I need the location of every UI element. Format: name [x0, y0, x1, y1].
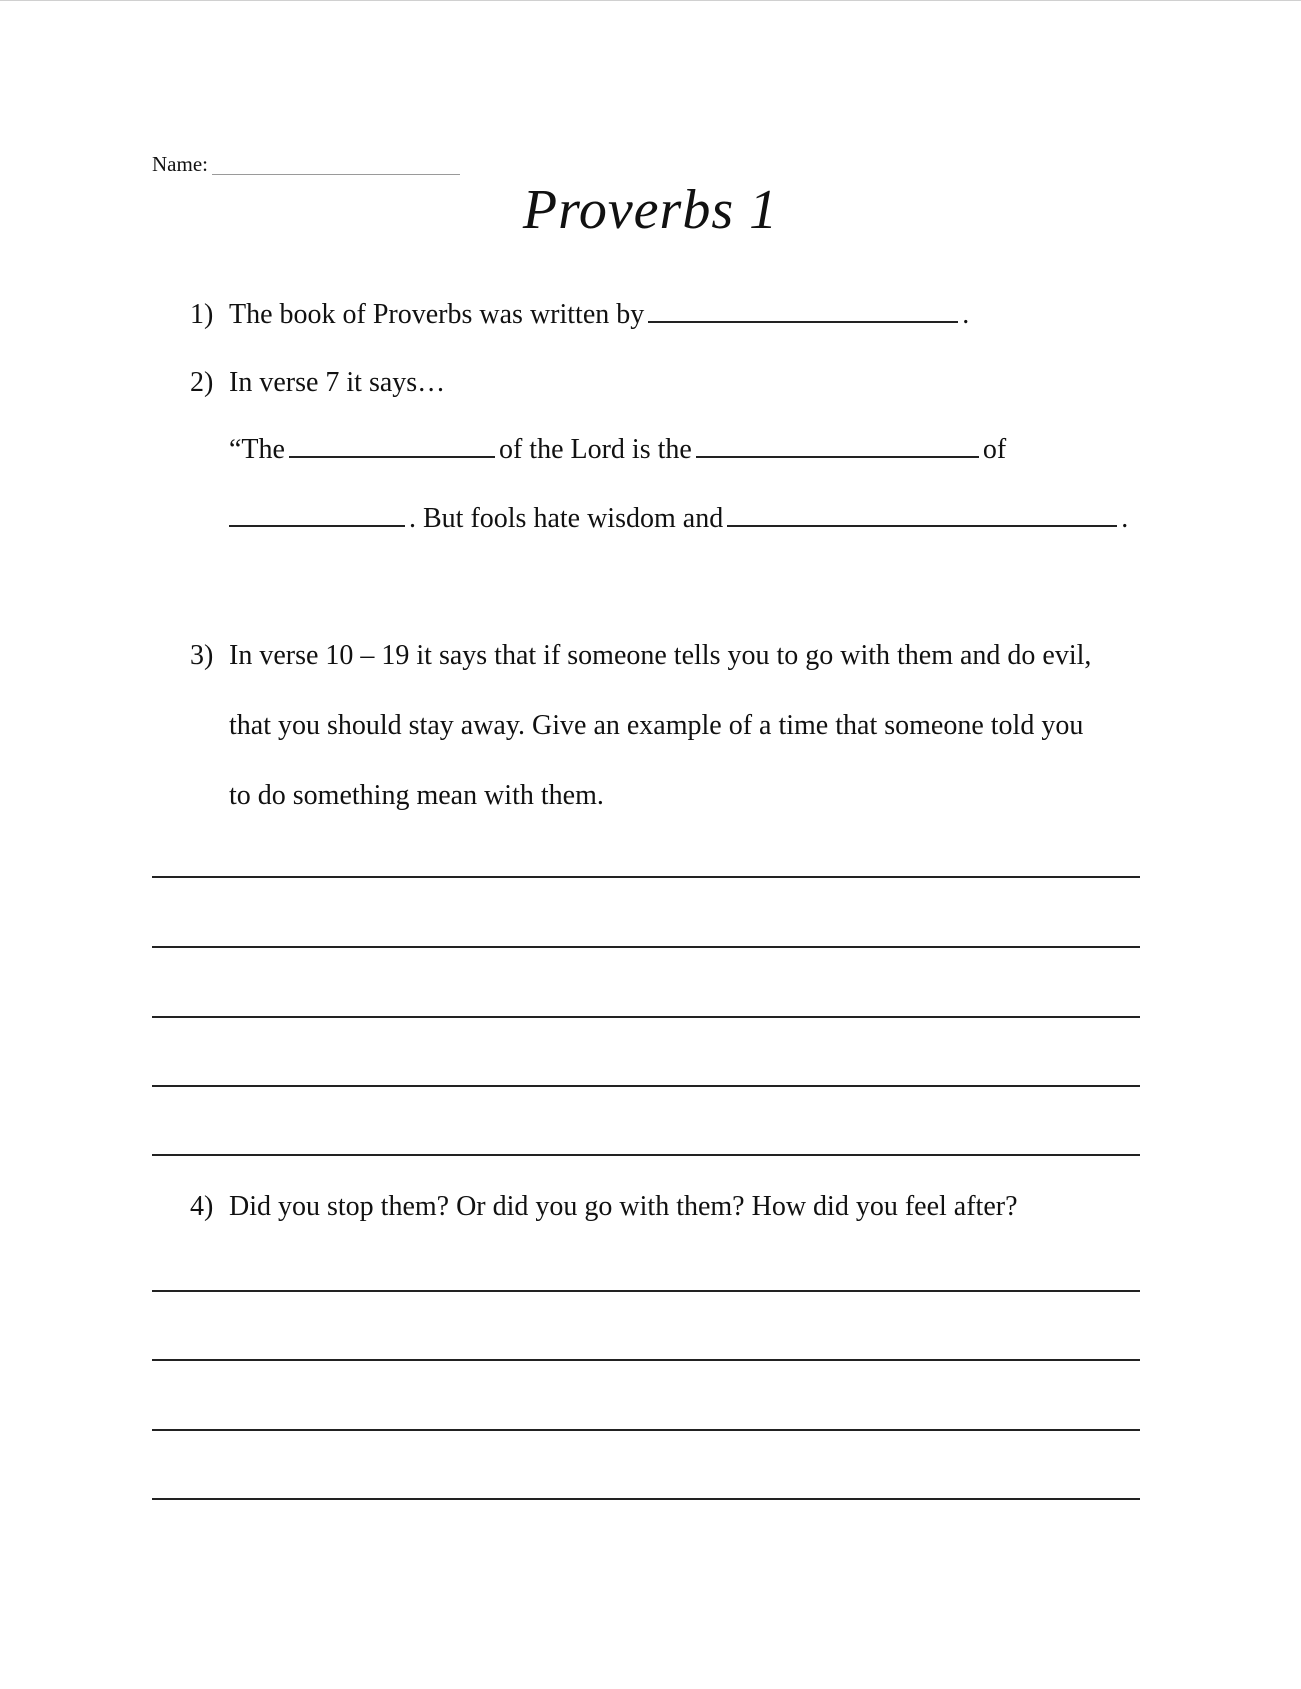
question-2-blank-instruction[interactable]: [727, 524, 1117, 527]
question-2-blank-beginning[interactable]: [696, 455, 979, 458]
question-2-line-2-middle: . But fools hate wisdom and: [409, 503, 724, 534]
name-blank[interactable]: [212, 174, 460, 175]
answer-line-q3-1[interactable]: [152, 876, 1140, 878]
question-2-blank-knowledge[interactable]: [229, 524, 405, 527]
answer-line-q4-1[interactable]: [152, 1290, 1140, 1292]
question-2-number: 2): [190, 367, 214, 398]
answer-line-q4-2[interactable]: [152, 1359, 1140, 1361]
page-top-border: [0, 0, 1301, 1]
answer-line-q3-2[interactable]: [152, 946, 1140, 948]
question-1-number: 1): [190, 299, 214, 330]
question-4-text: Did you stop them? Or did you go with them? How did you feel after?: [229, 1191, 1018, 1222]
question-3-number: 3): [190, 640, 214, 671]
question-1-end: .: [962, 299, 970, 330]
question-1-text: The book of Proverbs was written by: [229, 299, 645, 330]
answer-line-q3-5[interactable]: [152, 1154, 1140, 1156]
question-2-line-1-end: of: [982, 434, 1007, 465]
question-2-line-1-start: “The: [229, 434, 285, 465]
question-2-blank-fear[interactable]: [289, 455, 495, 458]
answer-line-q3-4[interactable]: [152, 1085, 1140, 1087]
answer-line-q4-3[interactable]: [152, 1429, 1140, 1431]
question-3-line-3: to do something mean with them.: [229, 780, 604, 811]
question-2-line-2-end: .: [1121, 503, 1129, 534]
name-field: [152, 152, 208, 177]
answer-line-q4-4[interactable]: [152, 1498, 1140, 1500]
question-2-line-1: [229, 436, 1006, 464]
question-3-line-1: In verse 10 – 19 it says that if someone tells you to go with them and do evil,: [229, 640, 1092, 671]
question-2-text: In verse 7 it says…: [229, 367, 446, 398]
question-2-line-1-middle: of the Lord is the: [498, 434, 692, 465]
page-title: Proverbs 1: [522, 179, 779, 241]
question-1: [229, 301, 969, 329]
question-3-line-2: that you should stay away. Give an example of a time that someone told you: [229, 710, 1084, 741]
question-2-line-2: [229, 505, 1128, 533]
question-4-number: 4): [190, 1191, 214, 1222]
name-label: Name:: [152, 152, 208, 176]
answer-line-q3-3[interactable]: [152, 1016, 1140, 1018]
question-1-blank[interactable]: [648, 320, 958, 323]
